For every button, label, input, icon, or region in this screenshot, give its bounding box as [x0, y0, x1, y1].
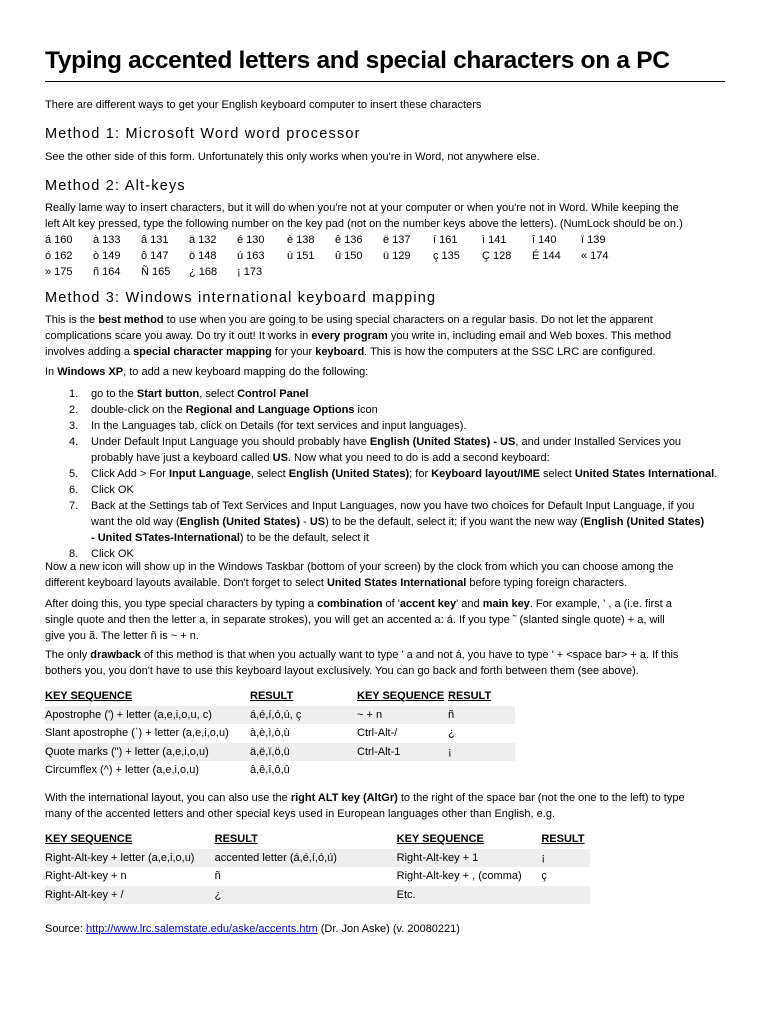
table-cell: á,é,í,ó,ú, ç — [250, 706, 357, 725]
method2-line1: Really lame way to insert characters, but it will do when you're not at your computer or when you're not in Word. While keeping the — [45, 202, 679, 214]
alt-code: Ñ 165 — [141, 266, 171, 278]
steps-list — [45, 386, 717, 562]
step-4-continued: probably have just a keyboard called US. Now what you need to do is add a second keyboard: — [91, 452, 550, 464]
method3-p3-line1: After doing this, you type special characters by typing a combination of 'accent key' and main key. For example, ' , a (i.e. first a — [45, 598, 672, 610]
table-header-cell: RESULT — [214, 833, 258, 846]
alt-codes-grid — [45, 232, 725, 280]
table-header-cell: RESULT — [541, 833, 585, 846]
method3-p5-line1: With the international layout, you can also use the right ALT key (AltGr) to the right of the space bar (not the one to the left) to type — [45, 792, 685, 804]
table-cell: Apostrophe (') + letter (a,e,i,o,u, c) — [45, 706, 250, 725]
method3-p4-line2: bothers you, you don't have to use this keyboard layout exclusively. You can go back and forth between them (see above). — [45, 665, 639, 677]
alt-code: û 150 — [335, 250, 363, 262]
alt-code: ü 129 — [383, 250, 411, 262]
method1-text: See the other side of this form. Unfortunately this only works when you're in Word, not anywhere else. — [45, 151, 540, 163]
table-row — [45, 886, 590, 905]
alt-code: ï 139 — [581, 234, 606, 246]
alt-code: ñ 164 — [93, 266, 121, 278]
alt-code: ò 149 — [93, 250, 121, 262]
method3-p2-line1: Now a new icon will show up in the Windows Taskbar (bottom of your screen) by the clock from which you can choose among the — [45, 561, 674, 573]
table-cell: Ctrl-Alt-/ — [357, 727, 398, 740]
intro-text: There are different ways to get your English keyboard computer to insert these characters — [45, 99, 482, 111]
table-cell: ~ + n — [357, 706, 448, 725]
alt-code: É 144 — [532, 250, 561, 262]
title-rule — [45, 81, 725, 82]
alt-code: ¿ 168 — [189, 266, 218, 278]
alt-code: â 131 — [141, 234, 169, 246]
table-cell: Right-Alt-key + letter (a,e,i,o,u) — [45, 849, 215, 868]
alt-code: ¡ 173 — [237, 266, 263, 278]
step-7: 7. Back at the Settings tab of Text Services and Input Languages, now you have two choices for Default Input Language, if you — [69, 500, 695, 512]
source-line: Source: http://www.lrc.salemstate.edu/aske/accents.htm (Dr. Jon Aske) (v. 20080221) — [45, 923, 460, 935]
table-row — [45, 724, 515, 743]
table-row — [45, 761, 515, 780]
table-cell: Right-Alt-key + 1 — [397, 849, 542, 868]
table-cell: Right-Alt-key + n — [45, 870, 127, 883]
table-row — [45, 706, 515, 725]
table-cell: â,ê,î,ô,û — [250, 764, 290, 777]
table-cell: ¿ — [215, 886, 397, 905]
table-cell: Ctrl-Alt-1 — [357, 743, 448, 762]
alt-code: è 138 — [287, 234, 315, 246]
method3-p1-line3: involves adding a special character mapping for your keyboard. This is how the computers at the SSC LRC are configured. — [45, 346, 656, 358]
alt-code: ë 137 — [383, 234, 411, 246]
step-7-continued: want the old way (English (United States) - US) to be the default, select it; if you want the new way (English (United States) — [91, 516, 705, 528]
page-title: Typing accented letters and special characters on a PC — [45, 47, 670, 74]
alt-code: ö 148 — [189, 250, 217, 262]
table-cell: ñ — [448, 706, 515, 725]
step-8: 8. Click OK — [69, 548, 134, 560]
table-cell — [541, 886, 590, 905]
table-header-cell: RESULT — [250, 690, 294, 703]
table-cell — [357, 761, 448, 780]
table-cell: Right-Alt-key + / — [45, 886, 215, 905]
table-cell: ä,ë,ï,ö,ü — [250, 743, 357, 762]
alt-code: « 174 — [581, 250, 609, 262]
alt-code: ó 162 — [45, 250, 73, 262]
alt-code: ê 136 — [335, 234, 363, 246]
table-cell: ¡ — [541, 849, 590, 868]
table-cell: accented letter (á,é,í,ó,ú) — [215, 849, 397, 868]
table-row — [45, 849, 590, 868]
alt-code: á 160 — [45, 234, 73, 246]
method2-heading: Method 2: Alt-keys — [45, 178, 186, 194]
alt-code: ä 132 — [189, 234, 217, 246]
table-cell: ¡ — [448, 743, 515, 762]
table-header-cell: KEY SEQUENCE — [45, 690, 133, 703]
table-cell: ¿ — [448, 727, 455, 740]
method3-p3-line2: single quote and then the letter a, in separate strokes), you will get an accented a: á. If you type ˜ (slanted single quote) + a, will — [45, 614, 665, 626]
method3-p1-line1: This is the best method to use when you are going to be using special characters on a regular basis. Do not let the apparent — [45, 314, 653, 326]
step-5: 5. Click Add > For Input Language, select English (United States); for Keyboard layout/IME select United States International. — [69, 468, 718, 480]
method2-line2: left Alt key pressed, type the following number on the key pad (not on the number keys above the letters). (NumLock should be on.) — [45, 218, 683, 230]
table-row — [45, 867, 590, 886]
method3-heading: Method 3: Windows international keyboard mapping — [45, 290, 437, 306]
table-cell: à,è,ì,ò,ù — [250, 727, 290, 740]
step-6: 6. Click OK — [69, 484, 134, 496]
method3-p4-line1: The only drawback of this method is that when you actually want to type ' a and not á, you have to type ' + <space bar> + a. If this — [45, 649, 679, 661]
method3-p2-line2: different keyboard layouts available. Don't forget to select United States International before typing foreign characters. — [45, 577, 628, 589]
method3-p1-line2: complications scare you away. Do try it out! It works in every program you write in, including email and Web boxes. This method — [45, 330, 672, 342]
table-cell — [448, 761, 515, 780]
table-altgr-keys — [45, 830, 590, 904]
step-1: 1. go to the Start button, select Control Panel — [69, 388, 309, 400]
alt-code: é 130 — [237, 234, 265, 246]
step-3: 3. In the Languages tab, click on Details (for text services and input languages). — [69, 420, 467, 432]
step-4: 4. Under Default Input Language you should probably have English (United States) - US, and under Installed Services you — [69, 436, 682, 448]
table-cell: Slant apostrophe (`) + letter (a,e,i,o,u) — [45, 727, 229, 740]
table-row — [45, 743, 515, 762]
method1-heading: Method 1: Microsoft Word word processor — [45, 126, 361, 142]
alt-code: » 175 — [45, 266, 73, 278]
table-header-cell: KEY SEQUENCE — [45, 833, 133, 846]
table-cell: Right-Alt-key + , (comma) — [396, 870, 522, 883]
alt-code: ù 151 — [287, 250, 315, 262]
alt-code: ô 147 — [141, 250, 169, 262]
table-header-row — [45, 687, 515, 706]
method3-p5-line2: many of the accented letters and other special keys used in European languages other than English, e.g. — [45, 808, 555, 820]
windows-xp-intro: In Windows XP, to add a new keyboard mapping do the following: — [45, 366, 369, 378]
table-header-cell: RESULT — [448, 690, 492, 703]
table-header-row — [45, 830, 590, 849]
table-cell: ç — [541, 870, 547, 883]
table-cell: ñ — [214, 870, 221, 883]
table-accent-keys — [45, 687, 515, 780]
alt-code: ú 163 — [237, 250, 265, 262]
source-link[interactable]: http://www.lrc.salemstate.edu/aske/accents.htm — [85, 923, 318, 935]
alt-code: î 140 — [532, 234, 557, 246]
table-header-cell: KEY SEQUENCE — [396, 833, 484, 846]
step-2: 2. double-click on the Regional and Language Options icon — [69, 404, 378, 416]
alt-code: ç 135 — [433, 250, 460, 262]
alt-code: Ç 128 — [482, 250, 512, 262]
table-header-cell: KEY SEQUENCE — [357, 690, 445, 703]
table-cell: Etc. — [397, 886, 542, 905]
table-cell: Quote marks (") + letter (a,e,i,o,u) — [45, 743, 250, 762]
step-7-continued-2: - United STates-International) to be the default, select it — [91, 532, 369, 544]
method3-p3-line3: give you ã. The letter ñ is ~ + n. — [45, 630, 199, 642]
alt-code: ì 141 — [482, 234, 507, 246]
alt-code: à 133 — [93, 234, 121, 246]
table-cell: Circumflex (^) + letter (a,e,i,o,u) — [45, 764, 200, 777]
alt-code: í 161 — [433, 234, 458, 246]
